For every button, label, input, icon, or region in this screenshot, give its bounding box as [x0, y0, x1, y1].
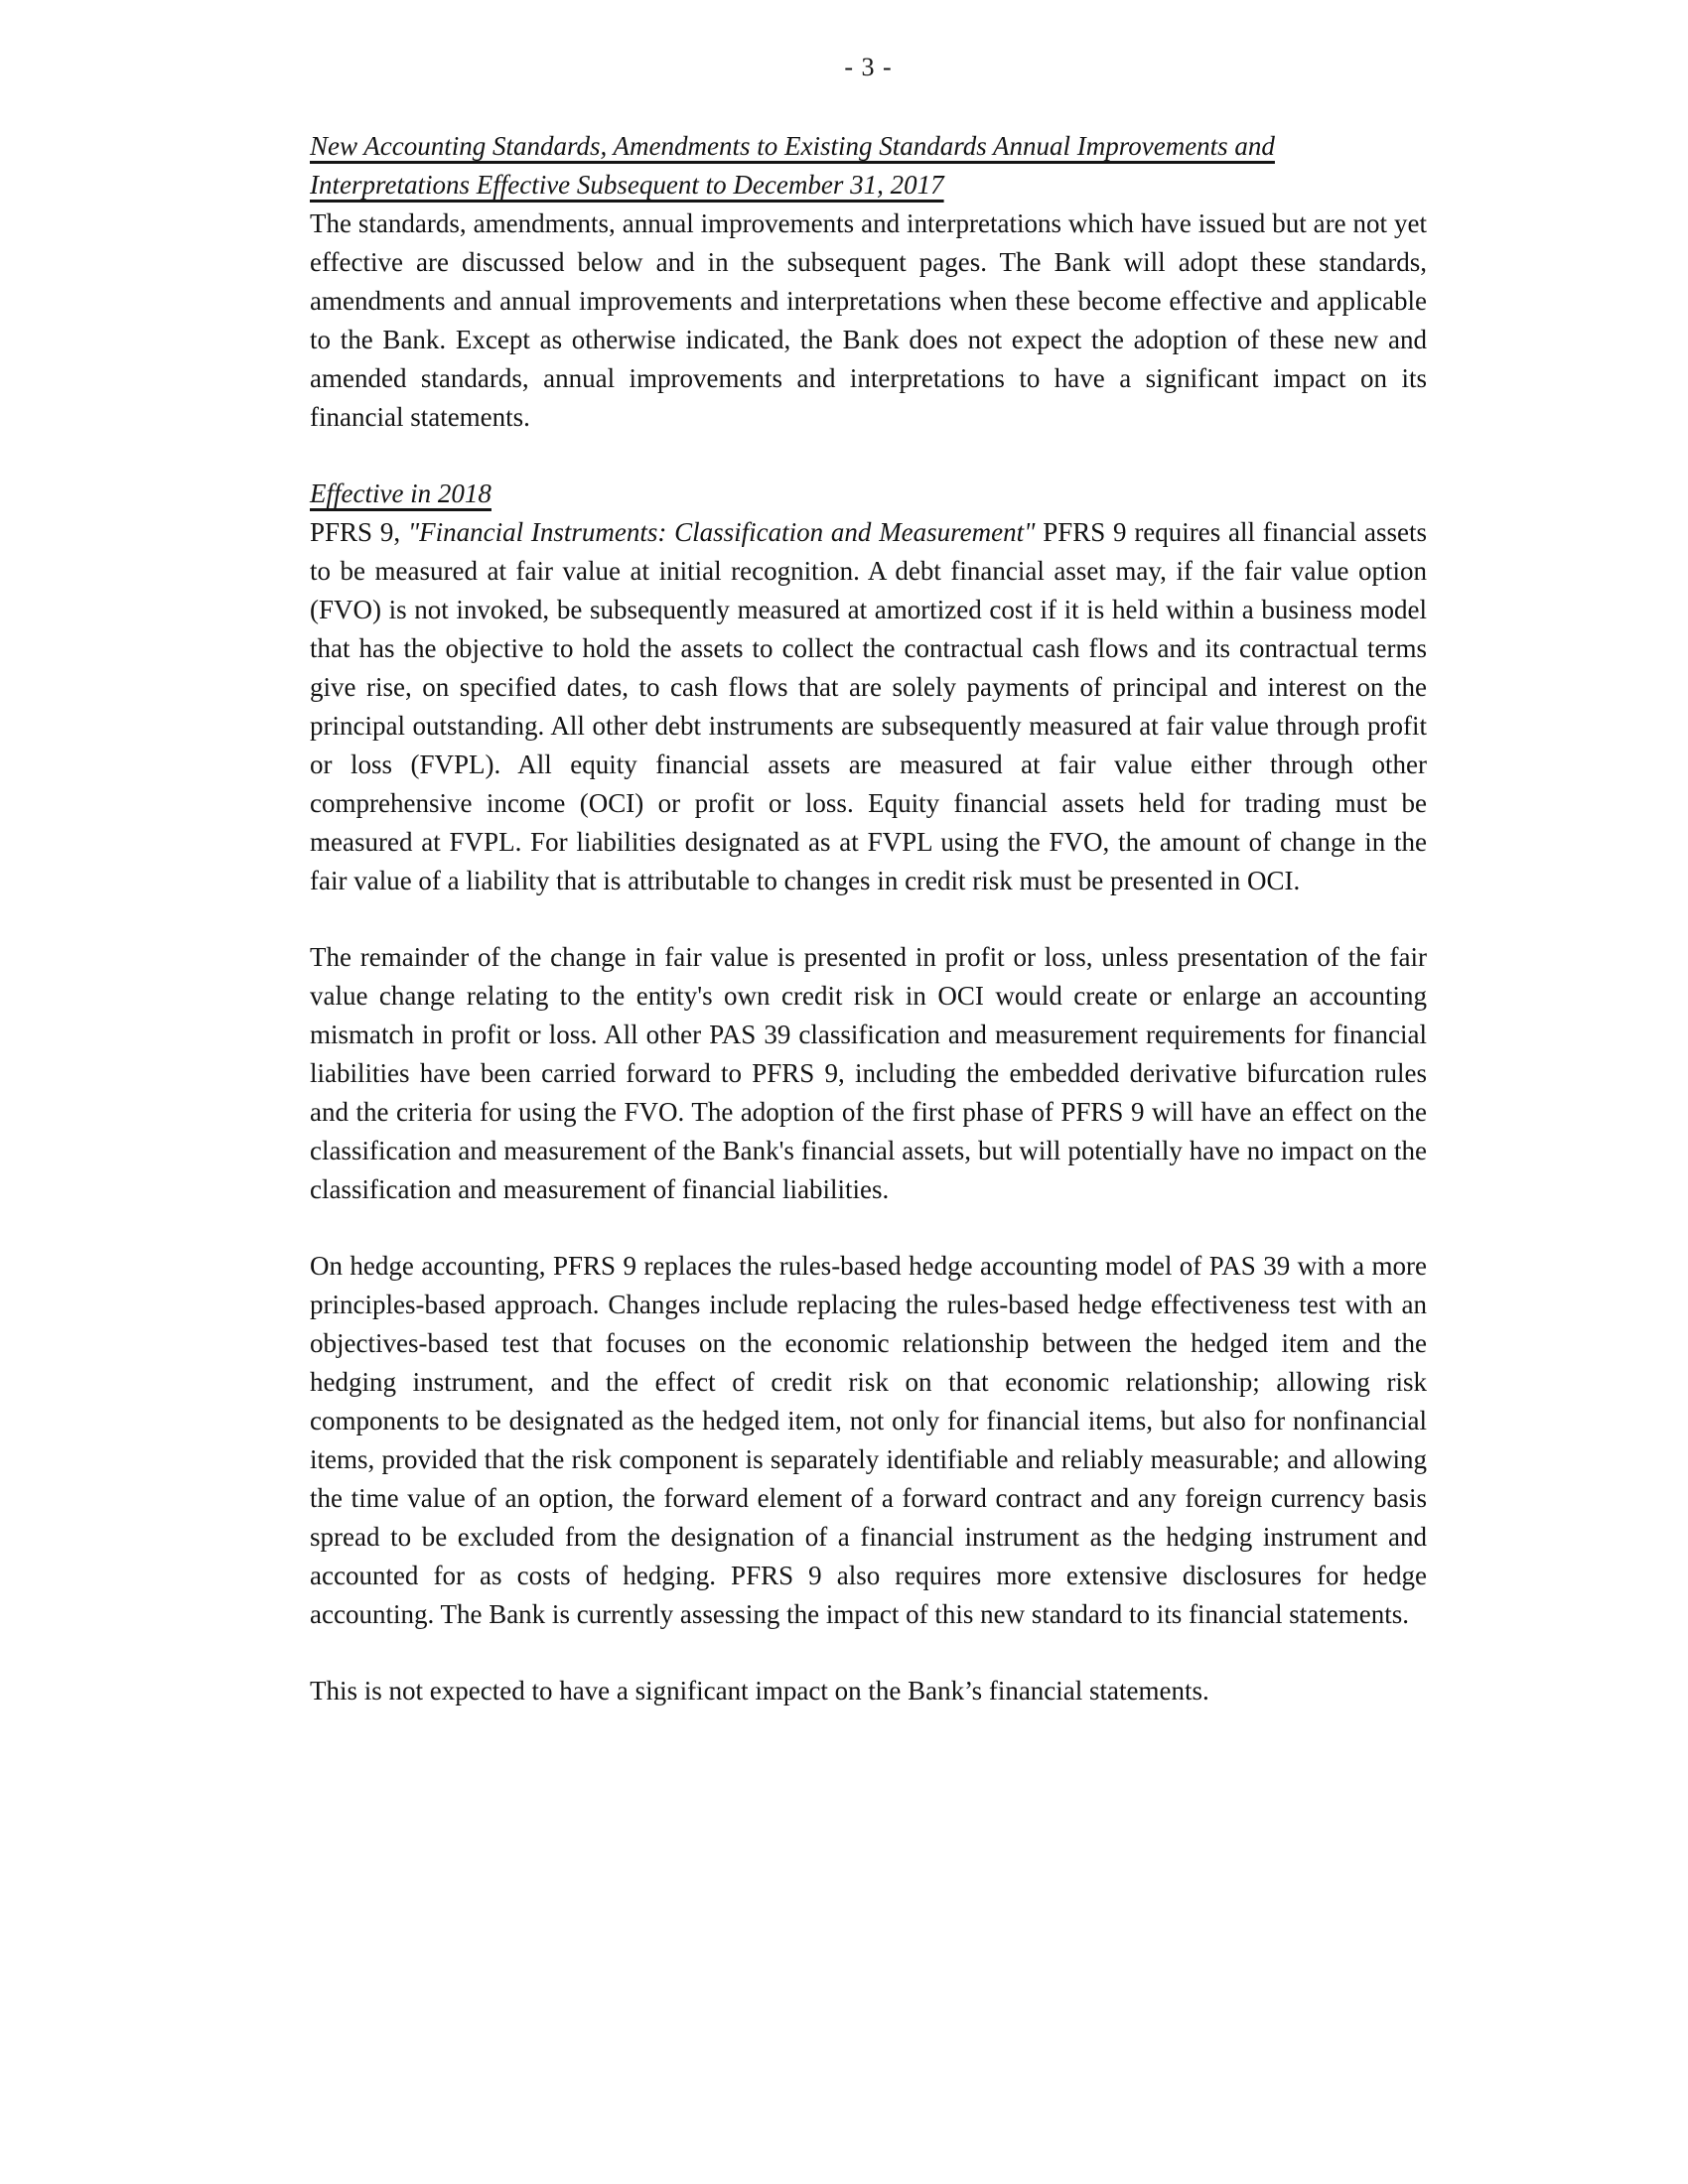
pfrs9-lead-text: PFRS 9, — [310, 517, 408, 547]
paragraph-fair-value-remainder: The remainder of the change in fair value is presented in profit or loss, unless presentation of the fair value change relating to the entity's own credit risk in OCI would create or enlarge an accounting mismatch in profit or loss. All other PAS 39 classification and measurement requirements for financial liabilities have been carried forward to PFRS 9, including the embedded derivative bifurcation rules and the criteria for using the FVO. The adoption of the first phase of PFRS 9 will have an effect on the classification and measurement of the Bank's financial assets, but will potentially have no impact on the classification and measurement of financial liabilities. — [310, 942, 1427, 1204]
heading-new-accounting-standards: New Accounting Standards, Amendments to Existing Standards Annual Improvements and Interpretations Effective Subsequent to December 31, 2017 — [310, 131, 1275, 200]
document-content — [310, 127, 1427, 1710]
pfrs9-body-text: PFRS 9 requires all financial assets to be measured at fair value at initial recognition. A debt financial asset may, if the fair value option (FVO) is not invoked, be subsequently measured at amortized cost if it is held within a business model that has the objective to hold the assets to collect the contractual cash flows and its contractual terms give rise, on specified dates, to cash flows that are solely payments of principal and interest on the principal outstanding. All other debt instruments are subsequently measured at fair value through profit or loss (FVPL). All equity financial assets are measured at fair value either through other comprehensive income (OCI) or profit or loss. Equity financial assets held for trading must be measured at FVPL. For liabilities designated as at FVPL using the FVO, the amount of change in the fair value of a liability that is attributable to changes in credit risk must be presented in OCI. — [310, 517, 1427, 895]
heading-effective-in-2018: Effective in 2018 — [310, 478, 492, 508]
page-number: - 3 - — [844, 53, 893, 81]
pfrs9-standard-title: "Financial Instruments: Classification and Measurement" — [407, 517, 1036, 547]
paragraph-pfrs9-classification — [310, 513, 1427, 900]
paragraph-hedge-accounting: On hedge accounting, PFRS 9 replaces the rules-based hedge accounting model of PAS 39 with a more principles-based approach. Changes include replacing the rules-based hedge effectiveness test with an objectives-based test that focuses on the economic relationship between the hedged item and the hedging instrument, and the effect of credit risk on that economic relationship; allowing risk components to be designated as the hedged item, not only for financial items, but also for nonfinancial items, provided that the risk component is separately identifiable and reliably measurable; and allowing the time value of an option, the forward element of a forward contract and any foreign currency basis spread to be excluded from the designation of a financial instrument as the hedging instrument and accounted for as costs of hedging. PFRS 9 also requires more extensive disclosures for hedge accounting. The Bank is currently assessing the impact of this new standard to its financial statements. — [310, 1251, 1427, 1629]
paragraph-impact-conclusion: This is not expected to have a significant impact on the Bank’s financial statements. — [310, 1676, 1209, 1706]
paragraph-standards-overview: The standards, amendments, annual improvements and interpretations which have issued but are not yet effective are discussed below and in the subsequent pages. The Bank will adopt these standards, amendments and annual improvements and interpretations when these become effective and applicable to the Bank. Except as otherwise indicated, the Bank does not expect the adoption of these new and amended standards, annual improvements and interpretations to have a significant impact on its financial statements. — [310, 208, 1427, 432]
